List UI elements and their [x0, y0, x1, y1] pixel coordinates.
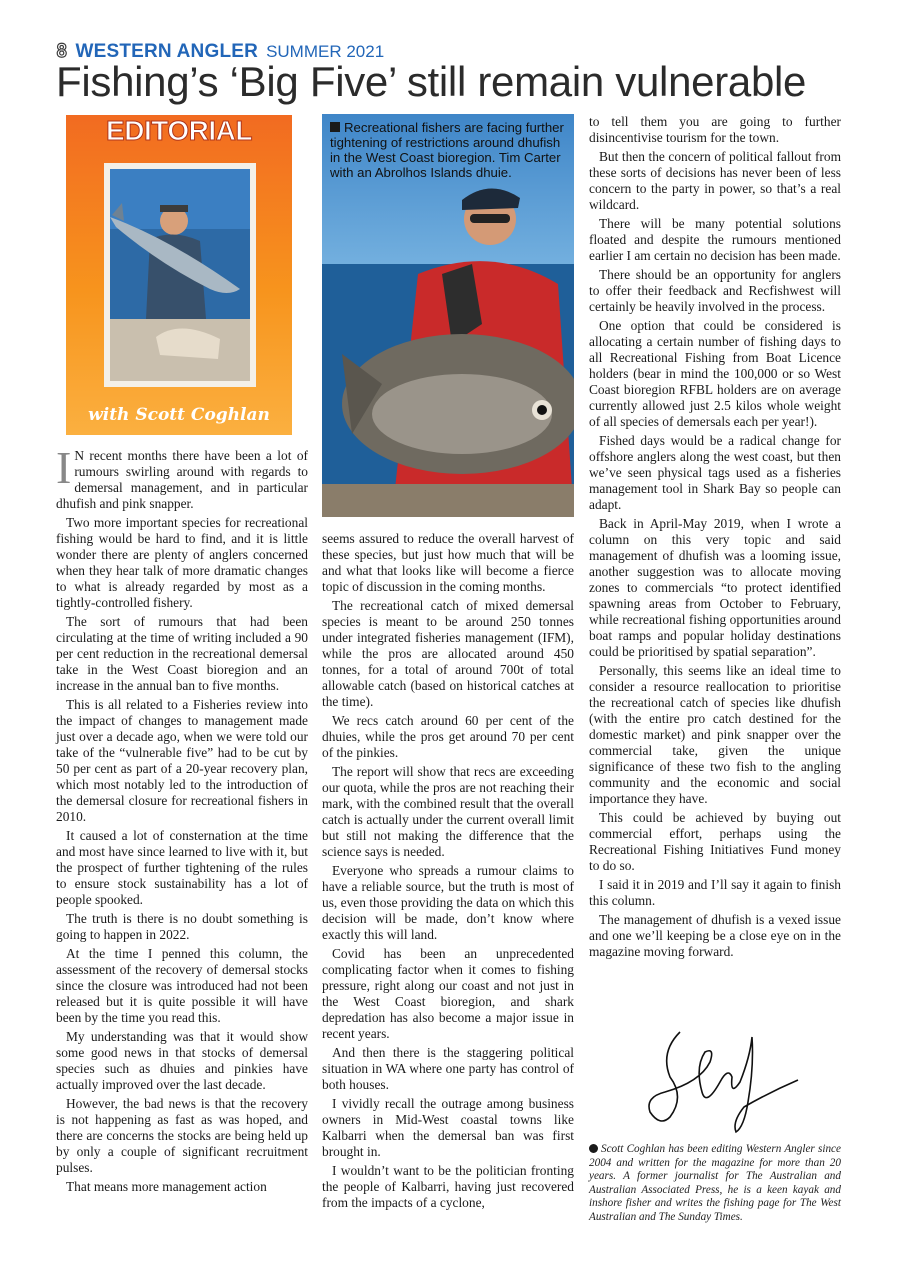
- article-column-3: [589, 114, 841, 963]
- paragraph: Everyone who spreads a rumour claims to have a reliable source, but the truth is most of us, even those providing the data on which this decision will be made, don’t know where exactly this will land.: [322, 863, 574, 942]
- paragraph: I wouldn’t want to be the politician fronting the people of Kalbarri, having just recovered from the impacts of a cyclone,: [322, 1163, 574, 1210]
- paragraph: This is all related to a Fisheries review into the impact of changes to management made just over a decade ago, when we were told our take of the “vulnerable five” had to be cut by 50 per cent as part of a 20-year recovery plan, which most notably led to the introduction of the demersal closure for recreational fishers in 2010.: [56, 697, 308, 824]
- paragraph: My understanding was that it would show some good news in that stocks of demersal species such as dhuies and pinkies have actually improved over the last decade.: [56, 1029, 308, 1092]
- bullet-icon: [589, 1144, 598, 1153]
- paragraph: This could be achieved by buying out commercial effort, perhaps using the Recreational Fishing Initiatives Fund money to do so.: [589, 810, 841, 873]
- paragraph: There should be an opportunity for anglers to offer their feedback and Recfishwest will certainly be heavily involved in the process.: [589, 267, 841, 314]
- dhufish-photo: [322, 114, 574, 517]
- headline: Fishing’s ‘Big Five’ still remain vulnerable: [56, 58, 807, 105]
- issue-label: SUMMER 2021: [266, 42, 385, 61]
- paragraph: Back in April-May 2019, when I wrote a column on this very topic and said management of dhufish was a looming issue, another suggestion was to allocate moving zones to commercials “to protect identified spawning areas from October to February, while recreational fishing opportunities around boat ramps and popular holiday destinations could be prioritised by spatial separation”.: [589, 516, 841, 659]
- caption-marker-icon: [330, 122, 340, 132]
- paragraph: to tell them you are going to further disincentivise tourism for the town.: [589, 114, 841, 145]
- paragraph: At the time I penned this column, the assessment of the recovery of demersal stocks since the closure was introduced had not been released but it is quite possible it will have been by the time you read this.: [56, 946, 308, 1025]
- magazine-name: WESTERN ANGLER: [75, 41, 259, 62]
- paragraph: I said it in 2019 and I’ll say it again to finish this column.: [589, 877, 841, 908]
- editorial-label: EDITORIAL: [106, 115, 252, 146]
- editorial-byline: with Scott Coghlan: [88, 405, 270, 425]
- paragraph: Personally, this seems like an ideal time to consider a resource reallocation to prioritise the recreational catch of species like dhufish (with the entire pro catch destined for the domestic market) and pink snapper over the commercial take, given the unique significance of these two fish to the angling community and the economic and social importance they have.: [589, 663, 841, 806]
- author-bio: Scott Coghlan has been editing Western Angler since 2004 and written for the magazine for more than 20 years. A former journalist for The Australian and Australian Associated Press, he is a keen kayak and inshore fisher and writes the fishing page for The West Australian and The Sunday Times.: [589, 1143, 841, 1223]
- editorial-panel: [66, 115, 292, 435]
- article-column-1: [56, 442, 308, 1198]
- paragraph: There will be many potential solutions floated and despite the rumours mentioned earlier I am certain no decision has been made.: [589, 216, 841, 263]
- author-signature: [640, 1022, 800, 1142]
- paragraph: But then the concern of political fallout from these sorts of decisions has never been of less concern to the party in power, so that’s a real wildcard.: [589, 149, 841, 212]
- paragraph: I N recent months there have been a lot of rumours swirling around with regards to demersal management, and in particular dhufish and pink snapper.: [56, 442, 308, 511]
- page-number: 8: [56, 40, 68, 62]
- paragraph: Fished days would be a radical change for offshore anglers along the west coast, but then we’ve seen physical tags used as a fisheries management tool in Shark Bay so people can adapt.: [589, 433, 841, 512]
- paragraph: Covid has been an unprecedented complicating factor when it comes to fishing pressure, right along our coast and not just in the West Coast bioregion, and shark depredation has also become a major issue in recent years.: [322, 946, 574, 1041]
- paragraph: However, the bad news is that the recovery is not happening as fast as was hoped, and there are concerns the stocks are being held up by only a couple of significant recruitment pulses.: [56, 1096, 308, 1175]
- paragraph: The truth is there is no doubt something is going to happen in 2022.: [56, 911, 308, 942]
- paragraph: And then there is the staggering political situation in WA where one party has control of both houses.: [322, 1045, 574, 1092]
- paragraph: The sort of rumours that had been circulating at the time of writing included a 90 per cent reduction in the recreational demersal take in the West Coast bioregion and an increase in the annual ban to five months.: [56, 614, 308, 693]
- paragraph: Two more important species for recreational fishing would be hard to find, and it is little wonder there are plenty of anglers concerned when they hear talk of more dramatic changes to what is already regarded by most as a tightly-controlled fishery.: [56, 515, 308, 610]
- paragraph: The report will show that recs are exceeding our quota, while the pros are not reaching their mark, with the combined result that the overall catch is actually under the current overall limit but still not making the difference that the science says is needed.: [322, 764, 574, 859]
- paragraph: We recs catch around 60 per cent of the dhuies, while the pros get around 70 per cent of the pinkies.: [322, 713, 574, 760]
- drop-cap: I: [56, 442, 72, 493]
- paragraph: I vividly recall the outrage among business owners in Mid-West coastal towns like Kalbarri when the demersal ban was first brought in.: [322, 1096, 574, 1159]
- paragraph: It caused a lot of consternation at the time and most have since learned to live with it, but the prospect of further tightening of the rules to ensure stock sustainability has a lot of people spooked.: [56, 828, 308, 907]
- paragraph: seems assured to reduce the overall harvest of these species, but just how much that will be and what that looks like will become a fierce topic of discussion in the coming months.: [322, 531, 574, 594]
- paragraph: The recreational catch of mixed demersal species is meant to be around 250 tonnes under integrated fisheries management (IFM), while the pros are allocated around 450 tonnes, for a total of around 700t of total allowable catch (based on historical catches at the time).: [322, 598, 574, 709]
- paragraph: That means more management action: [66, 1179, 267, 1194]
- paragraph: The management of dhufish is a vexed issue and one we’ll keeping be a close eye on in the magazine moving forward.: [589, 912, 841, 959]
- article-column-2: [322, 531, 574, 1214]
- paragraph: One option that could be considered is allocating a certain number of fishing days to all Recreational Fishing from Boat Licence holders (bear in mind the 100,000 or so West Coast bioregion RFBL holders are on average currently allowed just 2.5 kilos whole weight of all species of demersals each per year!).: [589, 318, 841, 429]
- photo-caption: Recreational fishers are facing further tightening of restrictions around dhufish in the West Coast bioregion. Tim Carter with an Abrolhos Islands dhuie.: [330, 120, 564, 180]
- author-photo: [110, 169, 250, 381]
- author-photo-frame: [104, 163, 256, 387]
